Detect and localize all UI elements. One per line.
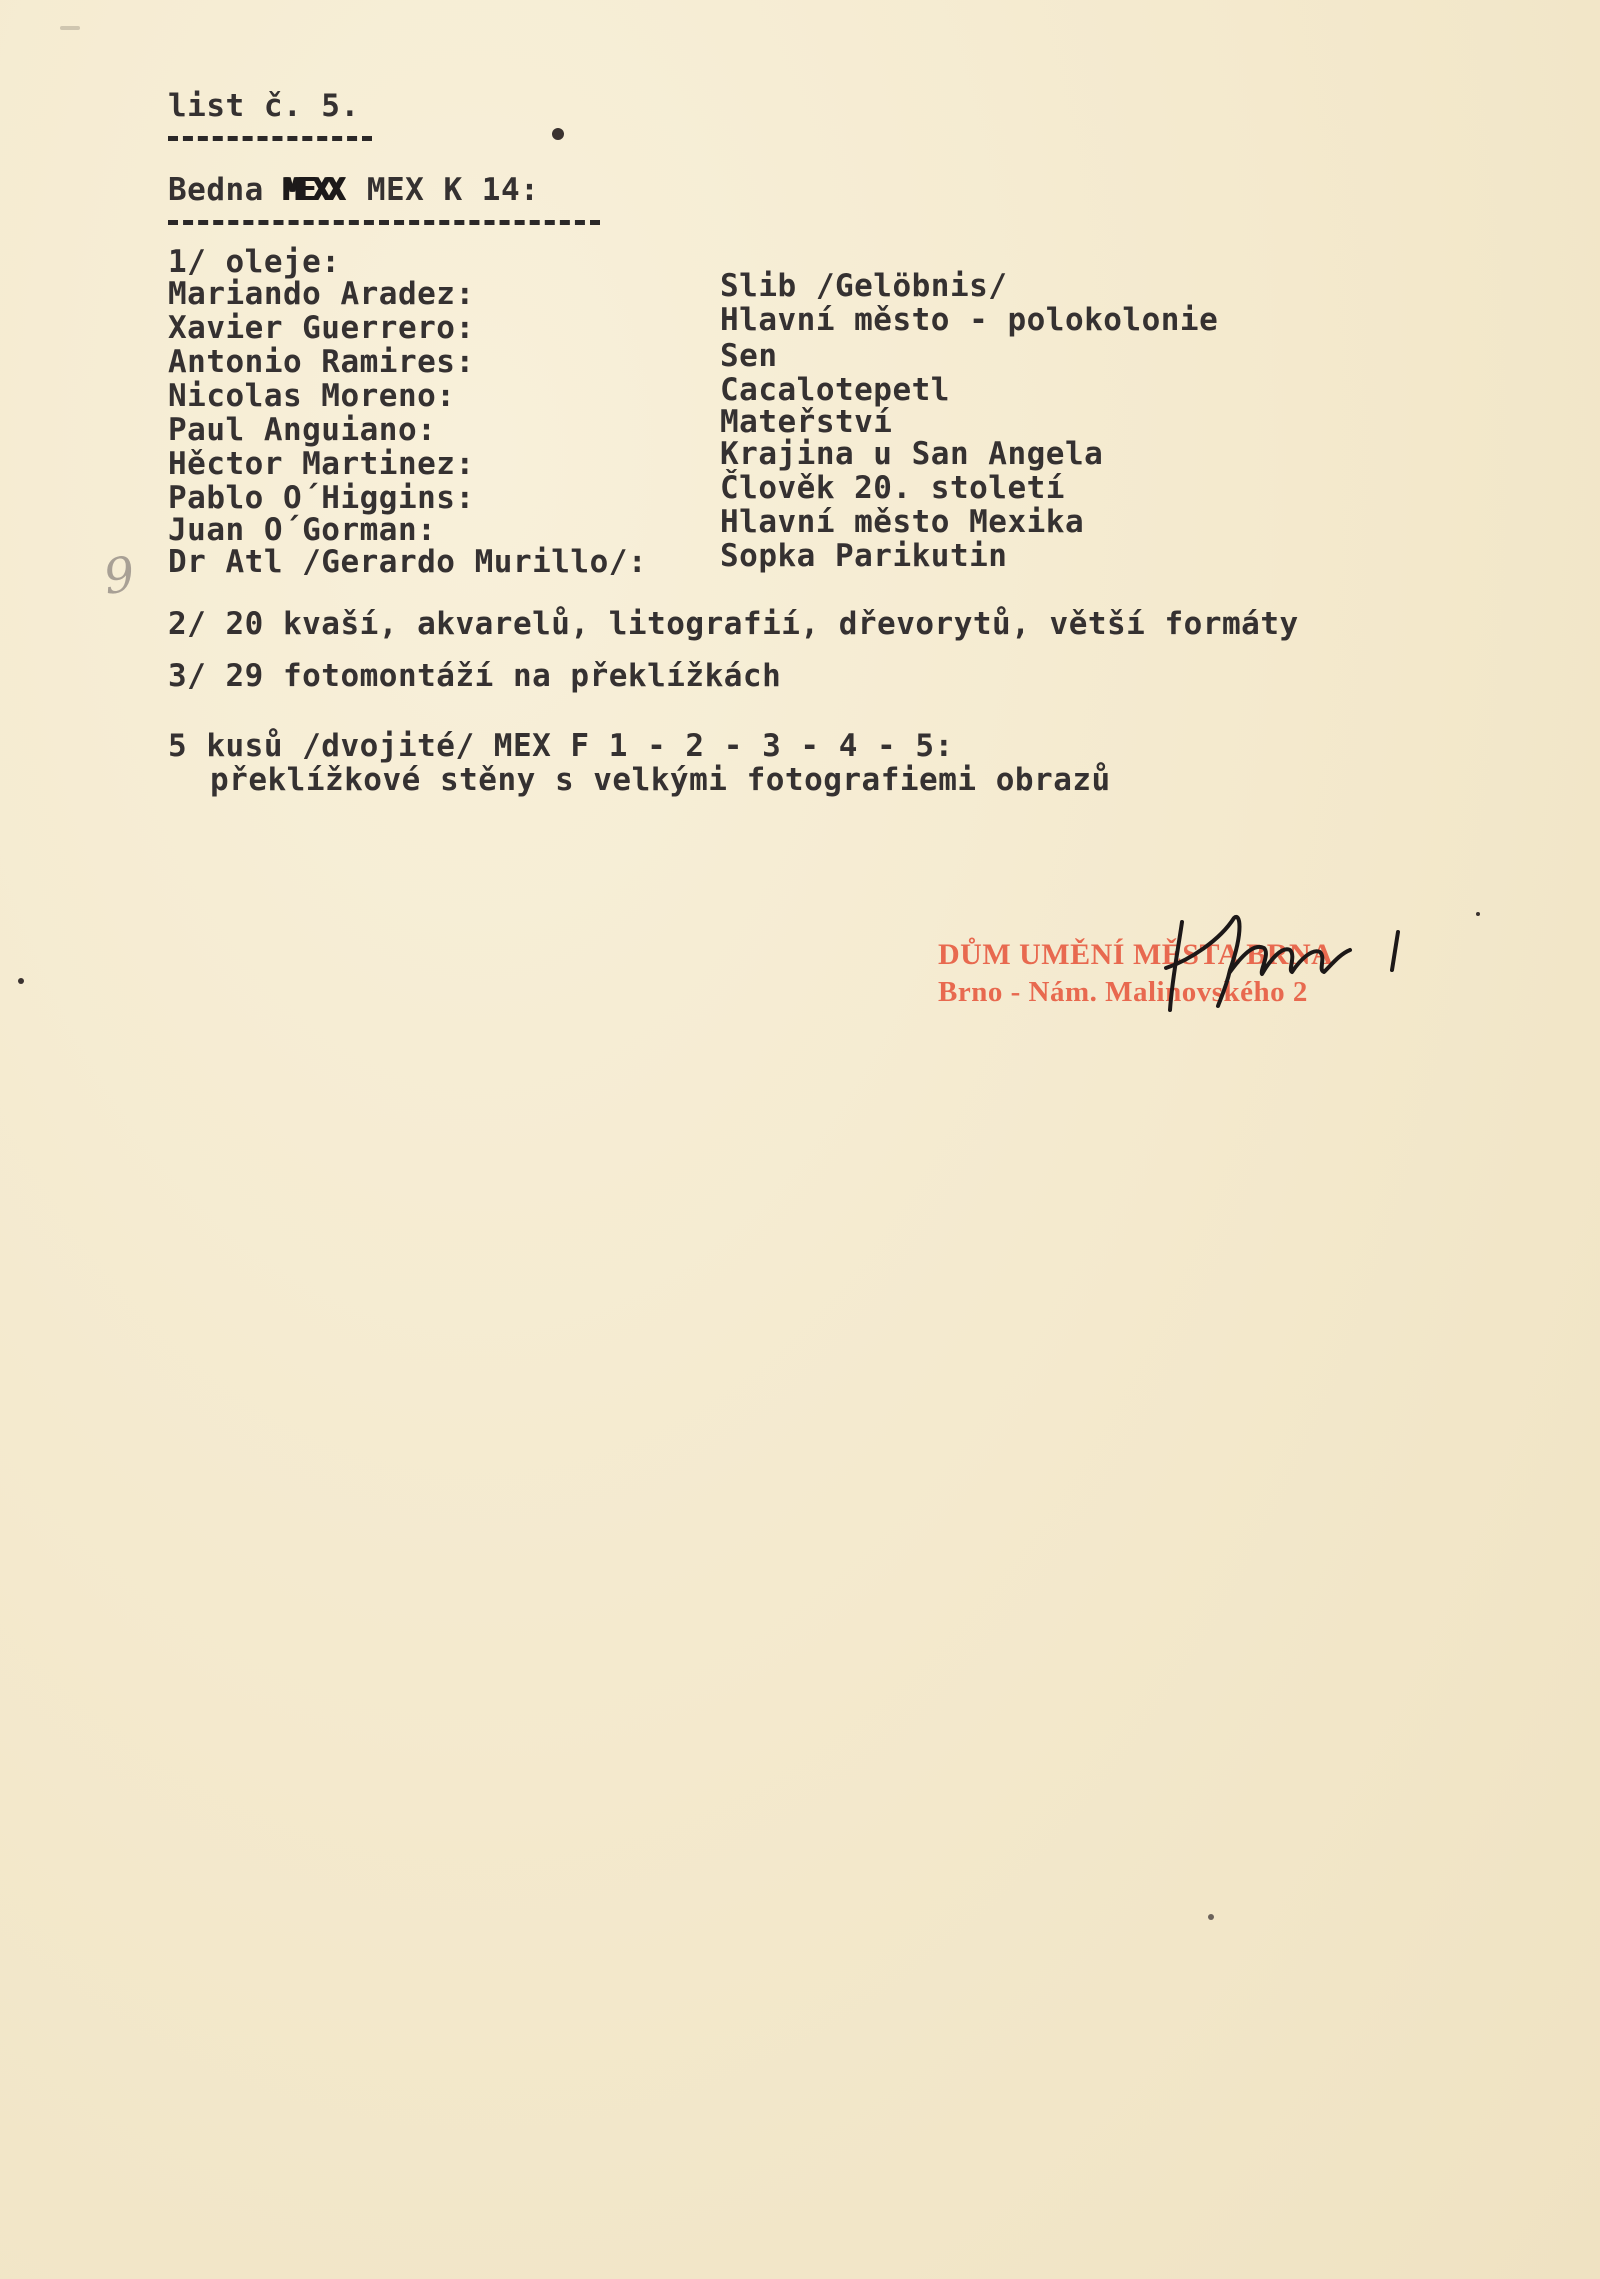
- artist-row-5: Paul Anguiano:: [168, 412, 437, 448]
- crate-strikeout: MEXX: [283, 172, 342, 208]
- sheet-label-underline: [168, 136, 372, 141]
- artist-row-1: Mariando Aradez:: [168, 276, 475, 312]
- artist-row-8: Juan O´Gorman:: [168, 512, 437, 548]
- speck: [552, 128, 564, 140]
- crate-label-prefix: Bedna: [168, 172, 264, 208]
- artist-row-9: Dr Atl /Gerardo Murillo/:: [168, 544, 648, 580]
- title-row-2: Hlavní město - polokolonie: [720, 302, 1219, 338]
- crate-label-underline: [168, 220, 600, 225]
- margin-note: 9: [100, 546, 139, 606]
- sheet-label: list č. 5.: [168, 88, 360, 124]
- speck: [1476, 912, 1480, 916]
- section1-heading: 1/ oleje:: [168, 244, 341, 280]
- section2-line: 2/ 20 kvaší, akvarelů, litografií, dřevorytů, větší formáty: [168, 606, 1299, 642]
- section3-line: 3/ 29 fotomontáží na překlížkách: [168, 658, 782, 694]
- signature: [1160, 910, 1420, 1020]
- title-row-4: Cacalotepetl: [720, 372, 950, 408]
- section5-line1: 5 kusů /dvojité/ MEX F 1 - 2 - 3 - 4 - 5:: [168, 728, 954, 764]
- artist-row-4: Nicolas Moreno:: [168, 378, 456, 414]
- title-row-8: Hlavní město Mexika: [720, 504, 1085, 540]
- speck: [18, 978, 24, 984]
- artist-row-3: Antonio Ramires:: [168, 344, 475, 380]
- stamp-line2: Brno - Nám. Malinovského 2: [938, 976, 1308, 1008]
- title-row-9: Sopka Parikutin: [720, 538, 1008, 574]
- artist-row-7: Pablo O´Higgins:: [168, 480, 475, 516]
- title-row-1: Slib /Gelöbnis/: [720, 268, 1008, 304]
- crate-label: [168, 172, 539, 208]
- title-row-5: Mateřství: [720, 404, 893, 440]
- title-row-3: Sen: [720, 338, 778, 374]
- section5-line2: překlížkové stěny s velkými fotografiemi obrazů: [210, 762, 1111, 798]
- speck: [1208, 1914, 1214, 1920]
- artist-row-2: Xavier Guerrero:: [168, 310, 475, 346]
- stamp-line1: DŮM UMĚNÍ MĚSTA BRNA: [938, 938, 1334, 971]
- speck: [60, 26, 80, 30]
- title-row-6: Krajina u San Angela: [720, 436, 1104, 472]
- artist-row-6: Hěctor Martinez:: [168, 446, 475, 482]
- crate-label-rest: MEX K 14:: [366, 172, 540, 208]
- title-row-7: Člověk 20. století: [720, 470, 1065, 506]
